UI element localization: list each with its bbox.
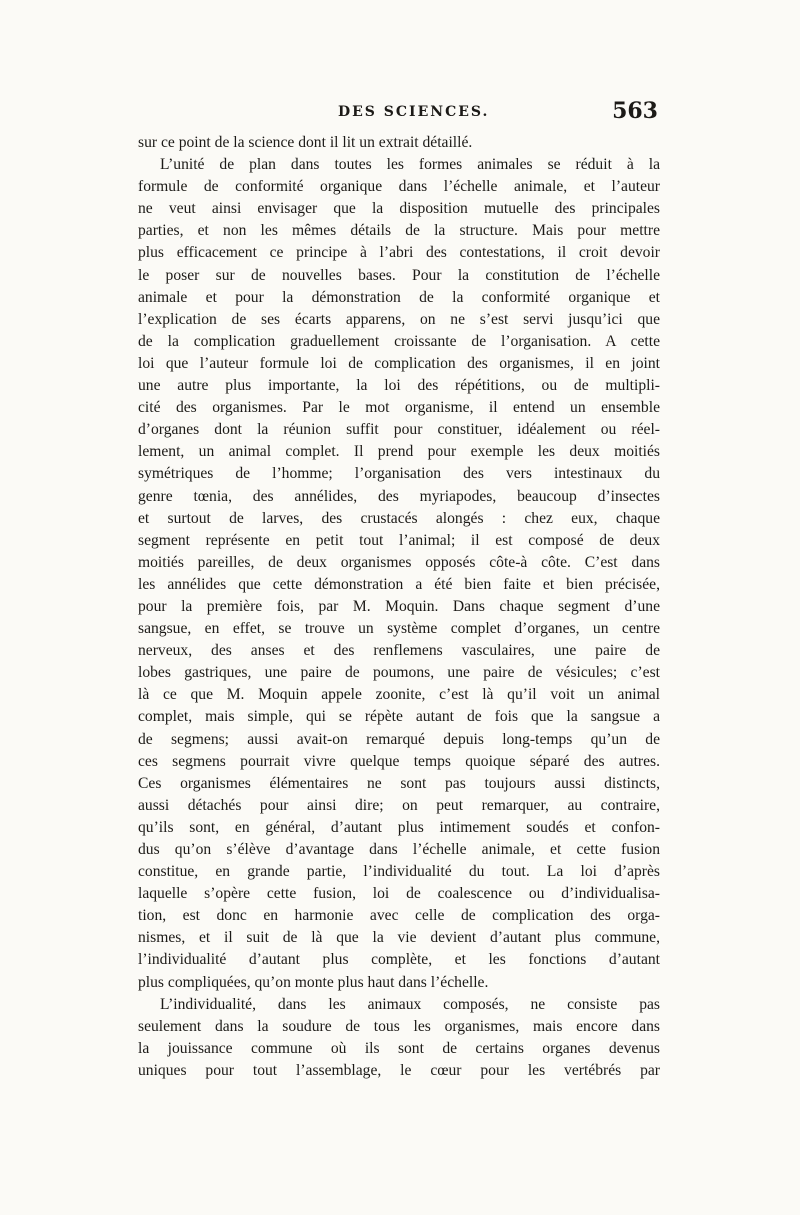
text-line: l’individualité d’autant plus complète, et les fonctions d’autant (138, 951, 660, 969)
text-line: pour la première fois, par M. Moquin. Dans chaque segment d’une (138, 597, 660, 615)
text-line: lobes gastriques, une paire de poumons, une paire de vésicules; c’est (138, 664, 660, 682)
text-line: genre tœnia, des annélides, des myriapodes, beaucoup d’insectes (138, 487, 660, 505)
text-line: uniques pour tout l’assemblage, le cœur pour les vertébrés par (138, 1061, 660, 1079)
page-number: 563 (612, 98, 658, 124)
text-line: aussi détachés pour ainsi dire; on peut remarquer, au contraire, (138, 796, 660, 814)
text-line: complet, mais simple, qui se répète autant de fois que la sangsue a (138, 708, 660, 726)
text-line: sangsue, en effet, se trouve un système complet d’organes, un centre (138, 620, 660, 638)
text-line: ces segmens pourrait vivre quelque temps quoique séparé des autres. (138, 752, 660, 770)
text-line: plus compliquées, qu’on monte plus haut dans l’échelle. (138, 973, 489, 991)
text-line: seulement dans la soudure de tous les organismes, mais encore dans (138, 1017, 660, 1035)
text-line: l’explication de ses écarts apparens, on ne s’est servi jusqu’ici que (138, 310, 660, 328)
text-line: le poser sur de nouvelles bases. Pour la constitution de l’échelle (138, 266, 660, 284)
text-line: de la complication graduellement croissante de l’organisation. A cette (138, 332, 660, 350)
text-line: loi que l’auteur formule loi de complication des organismes, il en joint (138, 354, 660, 372)
text-line: d’organes dont la réunion suffit pour constituer, idéalement ou réel- (138, 421, 660, 439)
running-head: DES SCIENCES. (338, 104, 490, 120)
text-line: laquelle s’opère cette fusion, loi de coalescence ou d’individualisa- (138, 885, 660, 903)
text-line: dus qu’on s’élève d’avantage dans l’échelle animale, et cette fusion (138, 841, 660, 858)
text-line: formule de conformité organique dans l’échelle animale, et l’auteur (138, 178, 660, 196)
text-line: moitiés pareilles, de deux organismes opposés côte-à côte. C’est dans (138, 553, 660, 571)
text-line: ne veut ainsi envisager que la disposition mutuelle des principales (138, 200, 660, 218)
text-line: tion, est donc en harmonie avec celle de complication des orga- (138, 907, 660, 925)
text-line: et surtout de larves, des crustacés alongés : chez eux, chaque (138, 509, 660, 527)
text-line: nismes, et il suit de là que la vie devient d’autant plus commune, (138, 929, 660, 947)
text-line: de segmens; aussi avait-on remarqué depuis long-temps qu’un de (138, 730, 660, 748)
text-line: L’individualité, dans les animaux composés, ne consiste pas (160, 995, 660, 1013)
body-text (138, 132, 660, 1082)
text-line: une autre plus importante, la loi des répétitions, ou de multipli- (138, 377, 660, 395)
text-line: qu’ils sont, en général, d’autant plus intimement soudés et confon- (138, 818, 660, 836)
text-line: cité des organismes. Par le mot organisme, il entend un ensemble (138, 399, 660, 417)
text-line: animale et pour la démonstration de la conformité organique et (138, 288, 660, 306)
text-line: la jouissance commune où ils sont de certains organes devenus (138, 1039, 660, 1057)
text-line: nerveux, des anses et des renflemens vasculaires, une paire de (138, 642, 660, 660)
text-line: segment représente en petit tout l’animal; il est composé de deux (138, 531, 660, 549)
page-header (138, 98, 658, 128)
text-line: Ces organismes élémentaires ne sont pas toujours aussi distincts, (138, 774, 660, 792)
text-line: les annélides que cette démonstration a été bien faite et bien précisée, (138, 575, 660, 593)
text-line: constitue, en grande partie, l’individualité du tout. La loi d’après (138, 863, 660, 881)
text-line: symétriques de l’homme; l’organisation des vers intestinaux du (138, 465, 660, 483)
text-line: là ce que M. Moquin appele zoonite, c’est là qu’il voit un animal (138, 686, 660, 704)
text-line: lement, un animal complet. Il prend pour exemple les deux moitiés (138, 443, 660, 461)
text-line: L’unité de plan dans toutes les formes animales se réduit à la (160, 156, 660, 174)
text-line: sur ce point de la science dont il lit un extrait détaillé. (138, 134, 473, 151)
text-line: parties, et non les mêmes détails de la structure. Mais pour mettre (138, 222, 660, 240)
text-line: plus efficacement ce principe à l’abri des contestations, il croit devoir (138, 244, 660, 262)
